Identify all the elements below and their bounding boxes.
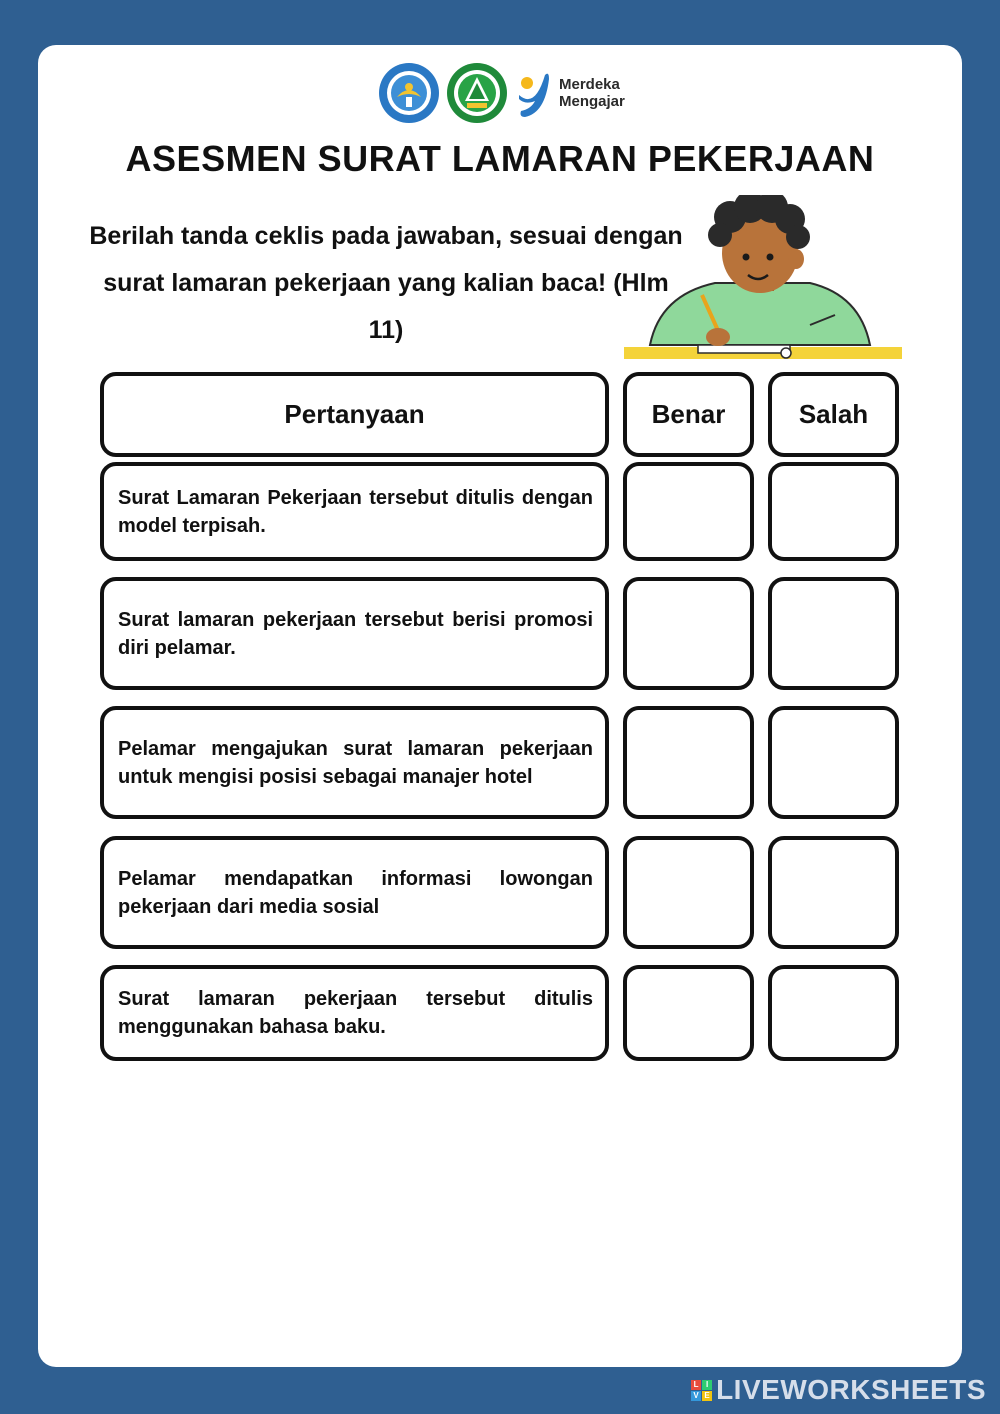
school-logo: [445, 61, 509, 125]
question-1-text: Surat Lamaran Pekerjaan tersebut ditulis dengan model terpisah.: [118, 486, 593, 537]
liveworksheets-watermark: [691, 1374, 986, 1406]
question-2-benar-checkbox[interactable]: [623, 577, 754, 690]
question-3: [100, 706, 609, 819]
question-5-benar-checkbox[interactable]: [623, 965, 754, 1061]
tut-wuri-handayani-logo: [377, 61, 441, 125]
header-salah: [768, 372, 899, 457]
instruction-text: Berilah tanda ceklis pada jawaban, sesuai dengan surat lamaran pekerjaan yang kalian baca! (Hlm 11): [89, 222, 683, 344]
student-writing-illustration: [620, 195, 905, 367]
liveworksheets-brand: LIVEWORKSHEETS: [716, 1374, 986, 1405]
merdeka-mengajar-icon: [515, 65, 555, 121]
header-benar: [623, 372, 754, 457]
question-5-salah-checkbox[interactable]: [768, 965, 899, 1061]
question-5-text: Surat lamaran pekerjaan tersebut ditulis menggunakan bahasa baku.: [118, 988, 593, 1038]
header-pertanyaan-label: Pertanyaan: [284, 399, 425, 429]
page-title: ASESMEN SURAT LAMARAN PEKERJAAN: [125, 138, 875, 179]
question-4-text: Pelamar mendapatkan informasi lowongan pekerjaan dari media sosial: [118, 867, 593, 918]
question-2-salah-checkbox[interactable]: [768, 577, 899, 690]
question-4: [100, 836, 609, 949]
merdeka-mengajar-logo: [515, 65, 625, 121]
question-5: [100, 965, 609, 1061]
header-benar-label: Benar: [651, 399, 726, 429]
logo-bar: [377, 60, 625, 126]
question-4-benar-checkbox[interactable]: [623, 836, 754, 949]
live-logo-icon: L I V E: [691, 1380, 712, 1401]
question-2-text: Surat lamaran pekerjaan tersebut berisi promosi diri pelamar.: [118, 608, 593, 659]
question-2: [100, 577, 609, 690]
question-3-text: Pelamar mengajukan surat lamaran pekerjaan untuk mengisi posisi sebagai manajer hotel: [118, 737, 593, 788]
question-1-benar-checkbox[interactable]: [623, 462, 754, 561]
mengajar-logo-word: Mengajar: [559, 93, 625, 110]
question-1-salah-checkbox[interactable]: [768, 462, 899, 561]
question-3-benar-checkbox[interactable]: [623, 706, 754, 819]
question-3-salah-checkbox[interactable]: [768, 706, 899, 819]
header-salah-label: Salah: [798, 399, 869, 429]
merdeka-logo-word: Merdeka: [559, 76, 620, 93]
question-1: [100, 462, 609, 561]
header-pertanyaan: [100, 372, 609, 457]
question-4-salah-checkbox[interactable]: [768, 836, 899, 949]
